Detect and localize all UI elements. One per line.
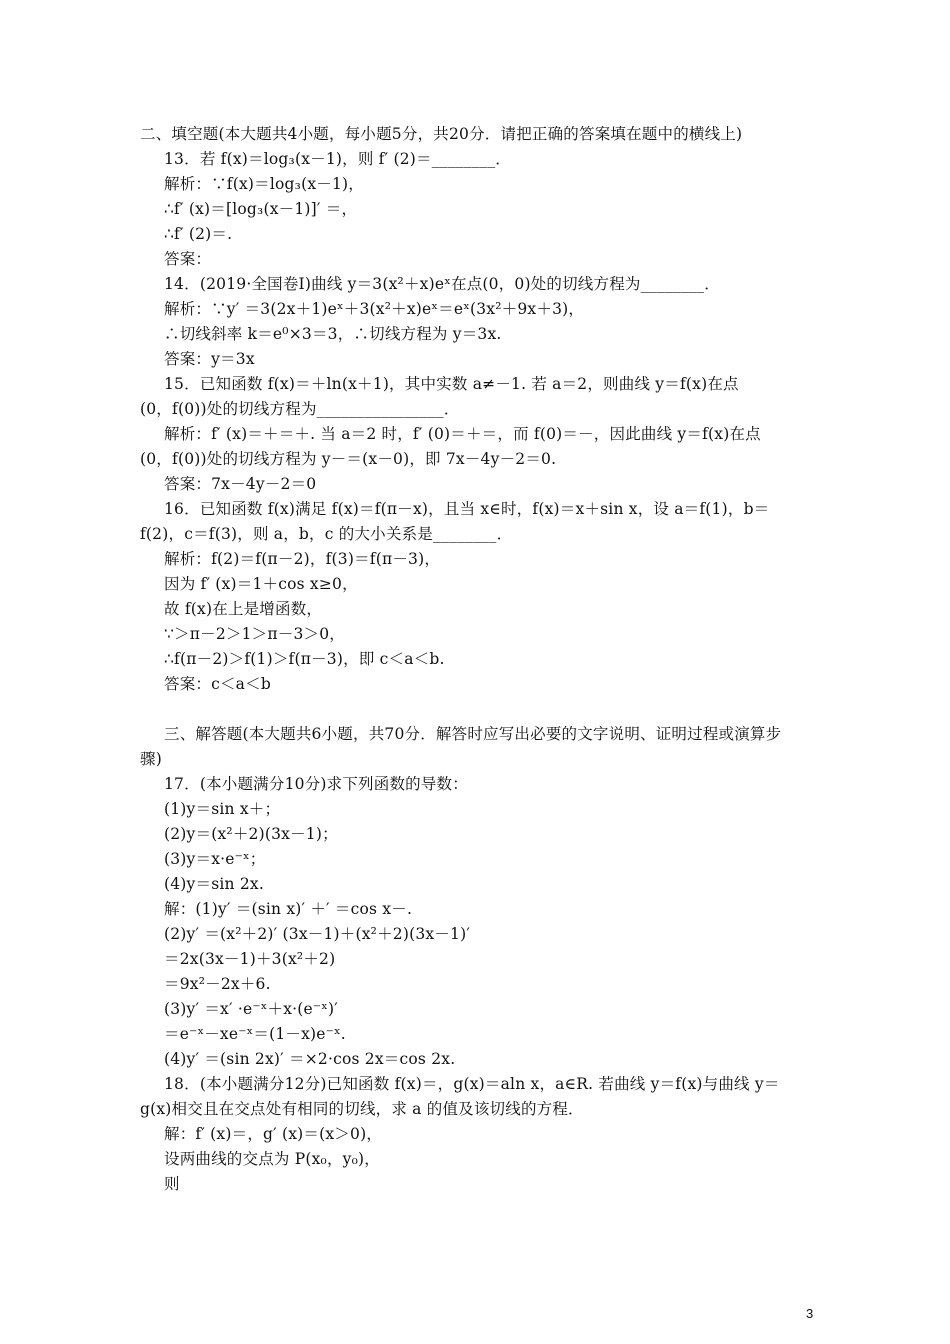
question-17-part: (2)y＝(x²＋2)(3x－1)； [164, 825, 338, 843]
solution-line: (3)y′ ＝x′ ·e⁻ˣ＋x·(e⁻ˣ)′ [164, 1000, 339, 1018]
solution-line: 解析：∵y′ ＝3(2x＋1)eˣ＋3(x²＋x)eˣ＝eˣ(3x²＋9x＋3)， [164, 300, 585, 318]
solution-line: 因为 f′ (x)＝1＋cos x≥0， [164, 575, 358, 593]
question-16: 16．已知函数 f(x)满足 f(x)＝f(π－x)，且当 x∈时，f(x)＝x＋sin x，设 a＝f(1)，b＝ [164, 500, 770, 518]
question-17-part: (4)y＝sin 2x. [164, 875, 264, 893]
solution-line: (4)y′ ＝(sin 2x)′ ＝×2·cos 2x＝cos 2x. [164, 1050, 456, 1068]
question-13: 13．若 f(x)＝log₃(x－1)，则 f′ (2)＝________． [164, 150, 512, 168]
solution-line: 解析：∵f(x)＝log₃(x－1)， [164, 175, 364, 193]
question-14: 14．(2019·全国卷Ⅰ)曲线 y＝3(x²＋x)eˣ在点(0，0)处的切线方程为________． [164, 275, 720, 293]
solution-line: ∴f(π－2)＞f(1)＞f(π－3)，即 c＜a＜b. [164, 650, 445, 668]
solution-line: 解：f′ (x)＝，g′ (x)＝(x＞0)， [164, 1125, 383, 1143]
answer-line: 答案：7x－4y－2＝0 [164, 475, 317, 493]
question-17: 17．(本小题满分10分)求下列函数的导数： [164, 775, 468, 793]
solution-line: 故 f(x)在上是增函数， [164, 600, 323, 618]
section-heading-solutions: 三、解答题(本大题共6小题，共70分．解答时应写出必要的文字说明、证明过程或演算步 [164, 725, 782, 743]
solution-line: ＝9x²－2x＋6. [164, 975, 271, 993]
question-18: 18．(本小题满分12分)已知函数 f(x)＝，g(x)＝aln x，a∈R. 若曲线 y＝f(x)与曲线 y＝ [164, 1075, 780, 1093]
solution-line: ∴f′ (x)＝[log₃(x－1)]′ ＝， [164, 200, 358, 218]
answer-line: 答案：c＜a＜b [164, 675, 271, 693]
solution-line: 则 [164, 1175, 180, 1193]
solution-line: ∴f′ (2)＝. [164, 225, 233, 243]
question-15-cont: (0，f(0))处的切线方程为________________． [140, 400, 460, 418]
question-16-cont: f(2)，c＝f(3)，则 a，b，c 的大小关系是________． [140, 525, 513, 543]
solution-line: (0，f(0))处的切线方程为 y－＝(x－0)，即 7x－4y－2＝0. [140, 450, 557, 468]
solution-line: ∵＞π－2＞1＞π－3＞0， [164, 625, 345, 643]
question-17-part: (1)y＝sin x＋； [164, 800, 281, 818]
solution-line: 解析：f(2)＝f(π－2)，f(3)＝f(π－3)， [164, 550, 441, 568]
solution-line: (2)y′ ＝(x²＋2)′ (3x－1)＋(x²＋2)(3x－1)′ [164, 925, 471, 943]
solution-line: 解析：f′ (x)＝＋＝＋. 当 a＝2 时，f′ (0)＝＋＝，而 f(0)＝－，因此曲线 y＝f(x)在点 [164, 425, 761, 443]
question-15: 15．已知函数 f(x)＝＋ln(x＋1)，其中实数 a≠－1. 若 a＝2，则曲线 y＝f(x)在点 [164, 375, 739, 393]
answer-line: 答案： [164, 250, 212, 268]
question-17-part: (3)y＝x·e⁻ˣ； [164, 850, 266, 868]
solution-line: ＝e⁻ˣ－xe⁻ˣ＝(1－x)e⁻ˣ. [164, 1025, 346, 1043]
page-number: 3 [806, 1306, 814, 1321]
solution-line: 设两曲线的交点为 P(x₀，y₀)， [164, 1150, 380, 1168]
answer-line: 答案：y＝3x [164, 350, 255, 368]
section-heading-fill-in: 二、填空题(本大题共4小题，每小题5分，共20分．请把正确的答案填在题中的横线上) [140, 125, 743, 143]
section-heading-solutions-cont: 骤) [140, 750, 162, 768]
solution-line: ∴切线斜率 k＝e⁰×3＝3，∴切线方程为 y＝3x. [164, 325, 502, 343]
question-18-cont: g(x)相交且在交点处有相同的切线，求 a 的值及该切线的方程． [140, 1100, 584, 1118]
solution-line: ＝2x(3x－1)＋3(x²＋2) [164, 950, 336, 968]
solution-line: 解：(1)y′ ＝(sin x)′ ＋′ ＝cos x－. [164, 900, 413, 918]
